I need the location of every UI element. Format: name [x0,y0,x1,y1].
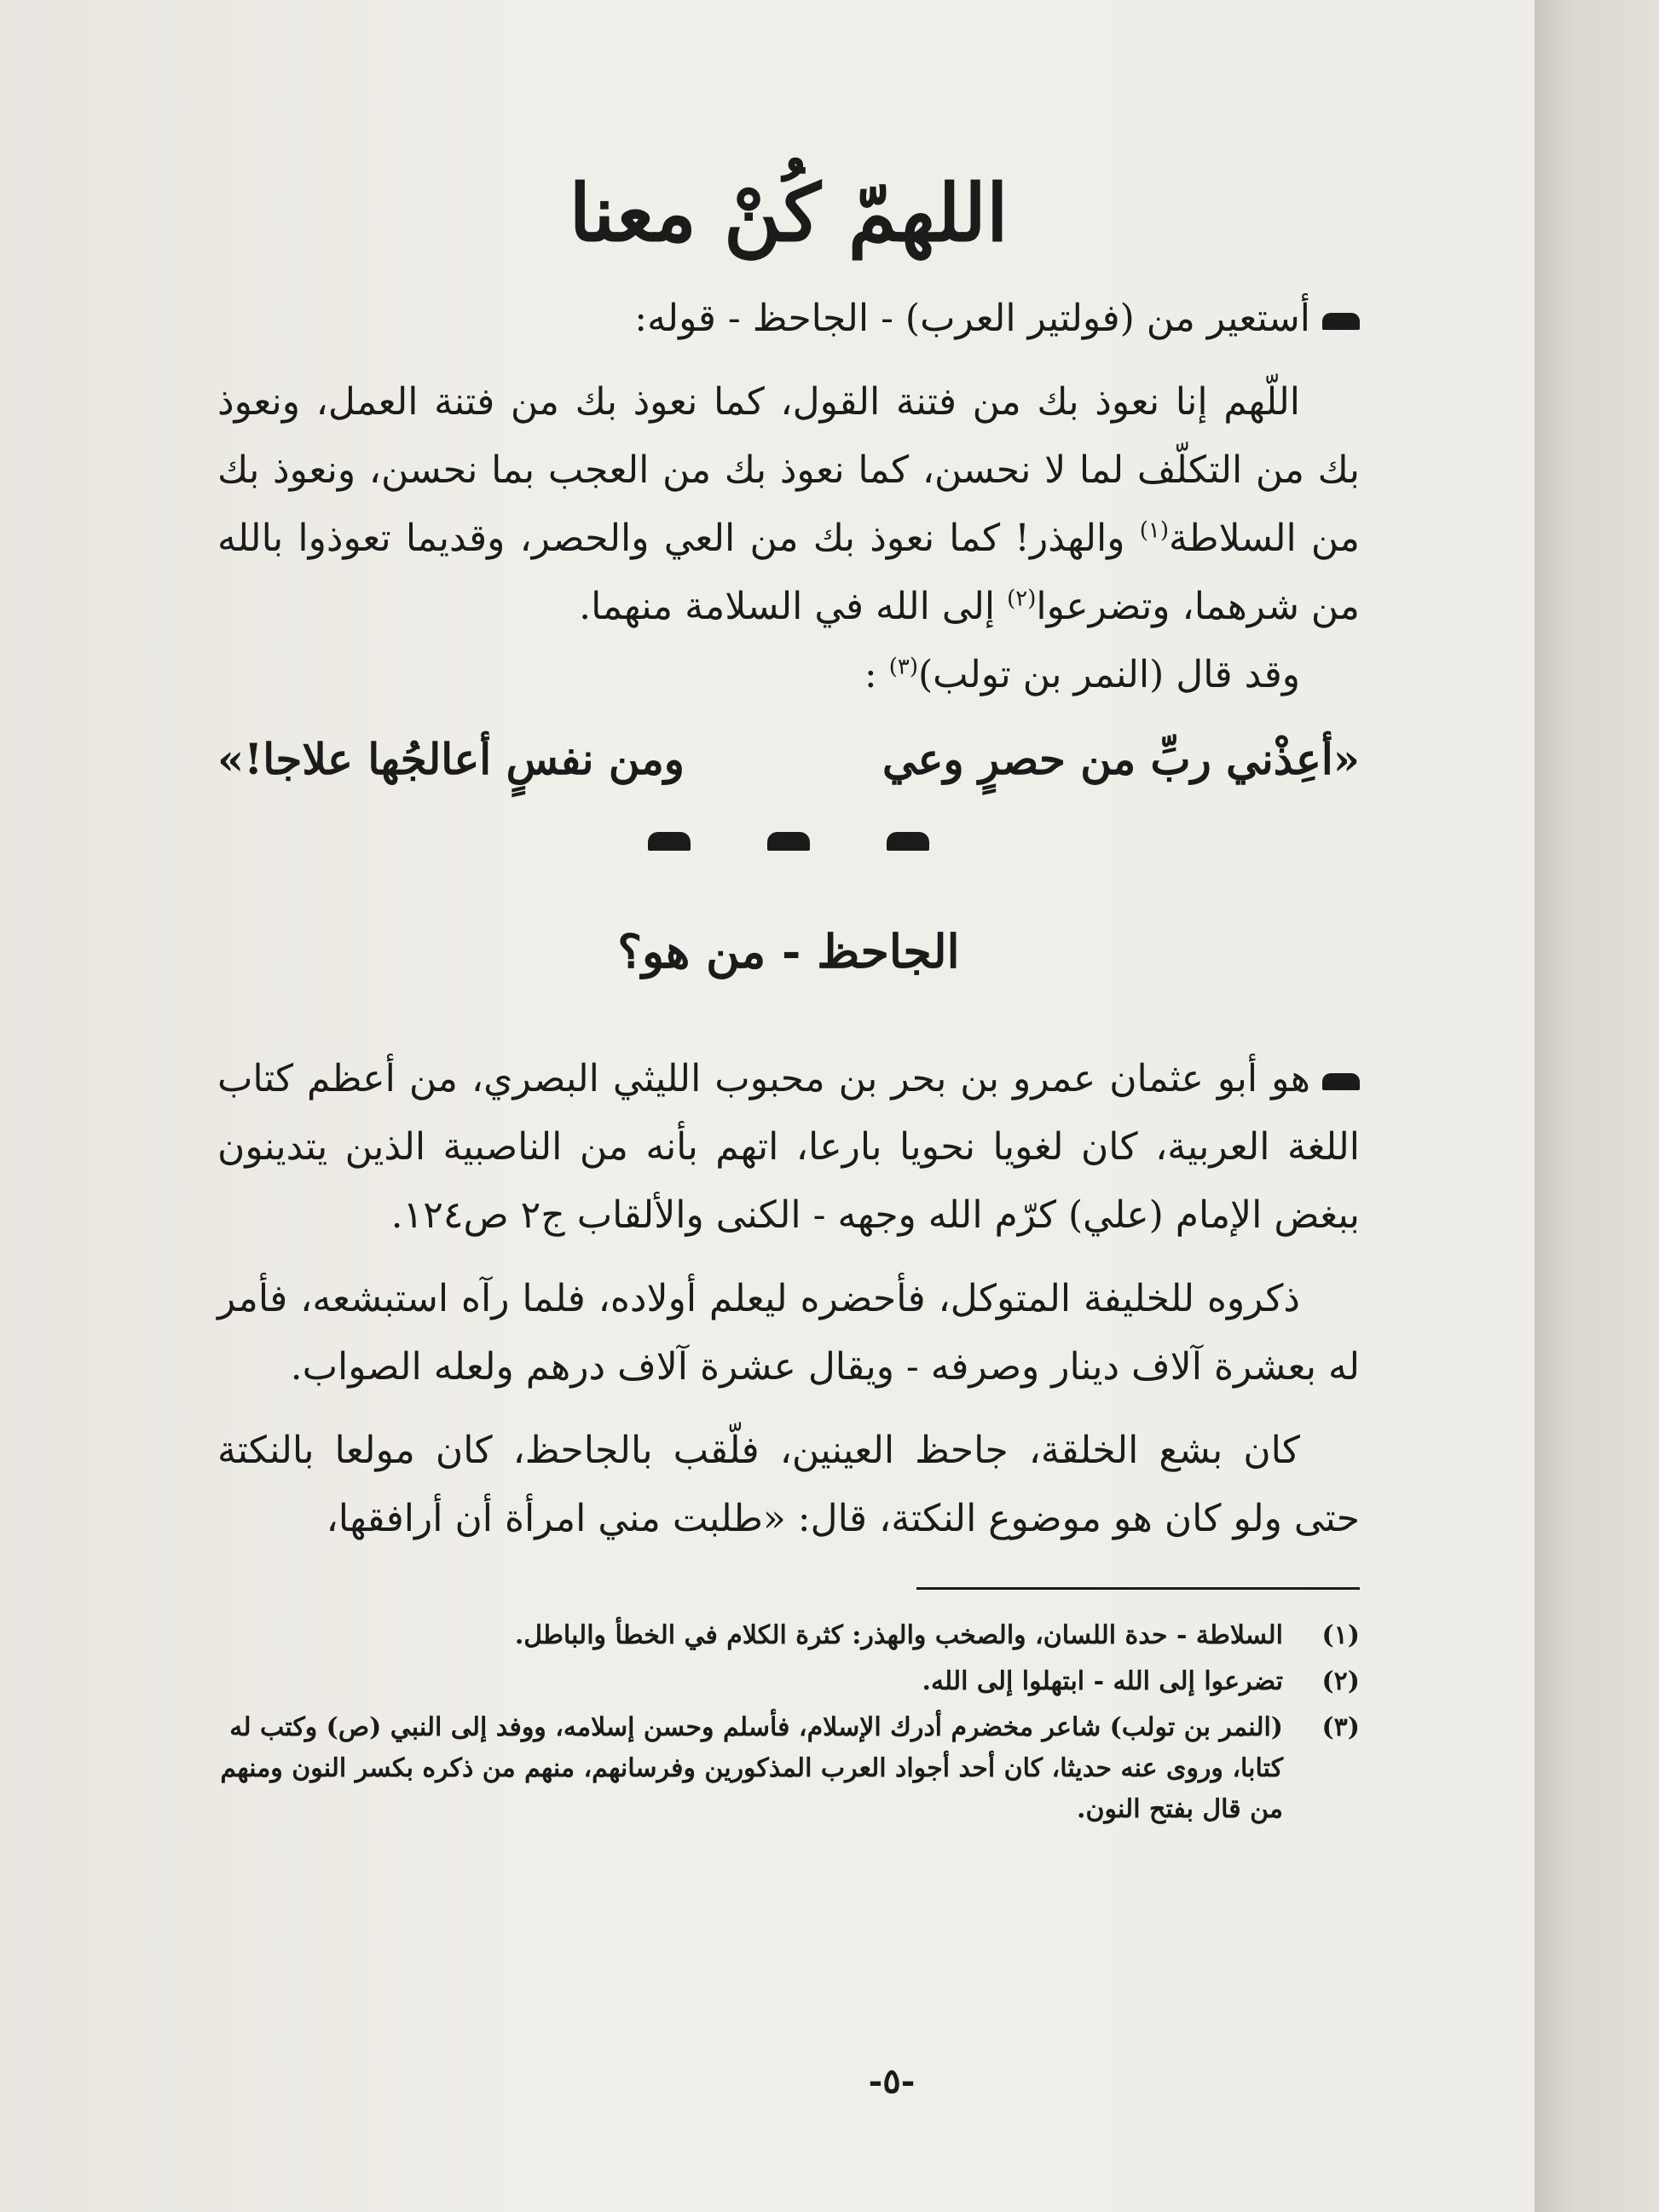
intro-paragraph [217,285,1360,353]
verse-second-hemistich: ومن نفسٍ أعالجُها علاجا!» [217,734,685,784]
page-content [217,162,1360,1835]
footnote-ref-2: (٢) [1007,586,1037,612]
quote-intro-colon: : [864,653,877,696]
page-title: اللهمّ كُنْ معنا [569,167,1009,259]
page-number: -٥- [868,2061,916,2101]
verse-first-hemistich: «أعِذْني ربِّ من حصرٍ وعي [882,734,1360,784]
paragraph-ornament-icon [1322,313,1360,330]
bio-paragraph-1 [217,1045,1360,1250]
poem-verse [217,721,1360,798]
section-divider [217,832,1360,866]
footnote-number: (٢) [1321,1666,1360,1696]
footnote-text: تضرعوا إلى الله - ابتهلوا إلى الله. [922,1666,1283,1696]
bio-paragraph-2: ذكروه للخليفة المتوكل، فأحضره ليعلم أولاده، فلما رآه استبشعه، فأمر له بعشرة آلاف دينار وصرفه - ويقال عشرة آلاف درهم ولعله الصواب. [217,1277,1360,1389]
footnote-item [217,1661,1360,1702]
bio-text-1: هو أبو عثمان عمرو بن بحر بن محبوب الليثي البصري، من أعظم كتاب اللغة العربية، كان لغويا نحويا بارعا، اتهم بأنه من الناصبية الذين يتدينون ببغض الإمام (علي) كرّم الله وجهه - الكنى والألقاب ج٢ ص١٢٤. [217,1057,1360,1237]
section-title: الجاحظ - من هو؟ [617,924,960,979]
footnote-ref-3: (٣) [888,654,918,680]
divider-ornament-icon [887,832,929,851]
footnote-number: (٣) [1321,1712,1360,1742]
intro-text: أستعير من (فولتير العرب) - الجاحظ - قوله: [634,297,1310,340]
quote-intro-text: وقد قال (النمر بن تولب) [917,653,1300,696]
prayer-paragraph [217,368,1360,641]
footnote-number: (١) [1321,1620,1360,1650]
footnotes [217,1615,1360,1830]
prayer-text-2: والهذر! كما نعوذ بك من العي والحصر، وقديما تعوذوا بالله من شرهما، وتضرعوا [217,517,1360,628]
footnote-ref-1: (١) [1139,517,1169,544]
footnote-item [217,1707,1360,1830]
paragraph-ornament-icon [1322,1073,1360,1090]
footnote-text: السلاطة - حدة اللسان، والصخب والهذر: كثرة الكلام في الخطأ والباطل. [514,1620,1283,1650]
divider-ornament-icon [648,832,691,851]
footnote-separator [916,1587,1360,1590]
footnote-item [217,1615,1360,1656]
page-edge [1535,0,1659,2212]
prayer-text-1: اللّهم إنا نعوذ بك من فتنة القول، كما نعوذ بك من فتنة العمل، ونعوذ بك من التكلّف لما لا نحسن، كما نعوذ بك من العجب بما نحسن، ونعوذ بك من السلاطة [217,380,1360,560]
divider-ornament-icon [767,832,810,851]
quote-intro [217,641,1360,709]
footnote-text: (النمر بن تولب) شاعر مخضرم أدرك الإسلام، فأسلم وحسن إسلامه، ووفد إلى النبي (ص) وكتب له كتابا، وروى عنه حديثا، كان أحد أجواد العرب المذكورين وفرسانهم، منهم من ذكره بكسر النون ومنهم من قال بفتح النون. [220,1712,1283,1824]
bio-paragraph-3: كان بشع الخلقة، جاحظ العينين، فلّقب بالجاحظ، كان مولعا بالنكتة حتى ولو كان هو موضوع النكتة، قال: «طلبت مني امرأة أن أرافقها، [217,1429,1360,1540]
prayer-text-3: إلى الله في السلامة منهما. [579,585,996,628]
